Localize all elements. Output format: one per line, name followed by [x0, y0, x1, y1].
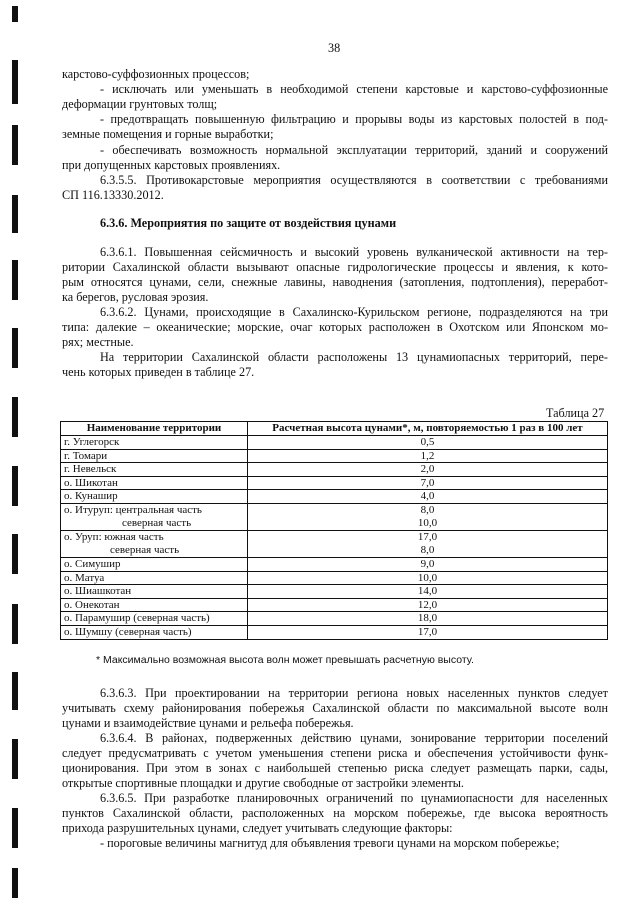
binding-mark	[12, 868, 18, 898]
height-cell: 7,0	[248, 476, 608, 490]
text-line: рях; местные.	[62, 335, 134, 349]
text-line: земные помещения и горные выработки;	[62, 127, 274, 141]
table-header-row	[61, 422, 608, 436]
table-caption: Таблица 27	[546, 406, 605, 420]
table-row	[61, 625, 608, 639]
binding-mark	[12, 739, 18, 779]
table-row	[61, 585, 608, 599]
text-line: На территории Сахалинской области расположены 13 цунамиопасных территорий, пере-	[100, 350, 608, 364]
territory-subline: северная часть	[122, 516, 192, 529]
height-cell: 17,0	[248, 625, 608, 639]
page-number: 38	[328, 41, 341, 55]
text-line: - исключать или уменьшать в необходимой степени карстовые и карстово-суффозионные	[100, 82, 608, 96]
text-line: - обеспечивать возможность нормальной эксплуатации территорий, зданий и сооружений	[100, 143, 608, 157]
territory-subline: северная часть	[110, 543, 180, 556]
territory-cell: о. Кунашир	[61, 490, 248, 504]
text-line: ка берегов, русловая эрозия.	[62, 290, 209, 304]
height-value: 17,0	[417, 530, 438, 543]
text-line: - пороговые величины магнитуд для объявления тревоги цунами на морском побережье;	[100, 836, 560, 850]
section-heading: 6.3.6. Мероприятия по защите от воздействия цунами	[100, 216, 397, 230]
binding-mark	[12, 125, 18, 165]
table-row	[61, 598, 608, 612]
binding-mark	[12, 808, 18, 848]
territory-cell: о. Парамушир (северная часть)	[61, 612, 248, 626]
height-cell: 9,0	[248, 557, 608, 571]
binding-mark	[12, 195, 18, 233]
text-line: цунами и взаимодействие цунами и рельефа побережья.	[62, 716, 354, 730]
territory-cell: о. Матуа	[61, 571, 248, 585]
binding-mark	[12, 604, 18, 644]
height-cell	[248, 503, 608, 530]
tsunami-table	[60, 421, 608, 640]
text-line: карстово-суффозионных процессов;	[62, 67, 250, 81]
text-line: СП 116.13330.2012.	[62, 188, 164, 202]
text-line: при допущенных карстовых проявлениях.	[62, 158, 281, 172]
text-line: учитывать схему районирования побережья Сахалинской области по максимальной высоте волн	[62, 701, 608, 715]
height-cell: 18,0	[248, 612, 608, 626]
territory-cell: г. Томари	[61, 449, 248, 463]
text-line: ритории Сахалинской области вызывают опасные гидрологические процессы и явления, к кото-	[62, 260, 608, 274]
table-row	[61, 612, 608, 626]
binding-mark	[12, 672, 18, 710]
text-line: следует предусматривать с учетом уменьшения степени риска и обеспечения устойчивости функ-	[62, 746, 608, 760]
binding-mark	[12, 466, 18, 506]
text-line: 6.3.6.2. Цунами, происходящие в Сахалинско-Курильском регионе, подразделяются на три	[100, 305, 608, 319]
text-line: 6.3.6.3. При проектировании на территории региона новых населенных пунктов следует	[100, 686, 608, 700]
height-cell	[248, 530, 608, 557]
table-row	[61, 436, 608, 450]
text-line: прихода разрушительных цунами, следует учитывать следующие факторы:	[62, 821, 453, 835]
text-line: ционирования. При этом в зонах с наибольшей степенью риска следует размещать парки, сады,	[62, 761, 608, 775]
table-row	[61, 503, 608, 530]
text-line: типа: далекие – океанические; морские, очаг которых расположен в Охотском или Японском мо-	[62, 320, 608, 334]
territory-cell: г. Углегорск	[61, 436, 248, 450]
binding-mark	[12, 60, 18, 104]
height-value: 10,0	[417, 516, 438, 529]
text-line: 6.3.5.5. Противокарстовые мероприятия осуществляются в соответствии с требованиями	[100, 173, 608, 187]
territory-cell: о. Шумшу (северная часть)	[61, 625, 248, 639]
binding-mark	[12, 328, 18, 368]
text-line: пунктов Сахалинской области, расположенных на морском побережье, где высока вероятность	[62, 806, 608, 820]
height-cell: 14,0	[248, 585, 608, 599]
text-line: 6.3.6.4. В районах, подверженных действию цунами, зонирование территории поселений	[100, 731, 608, 745]
territory-cell	[61, 530, 248, 557]
binding-mark	[12, 6, 18, 22]
territory-line: о. Уруп: южная часть	[64, 530, 164, 543]
height-value: 8,0	[420, 503, 435, 516]
table-footnote: * Максимально возможная высота волн может превышать расчетную высоту.	[96, 654, 474, 666]
table-row	[61, 449, 608, 463]
territory-cell: о. Онекотан	[61, 598, 248, 612]
text-line: - предотвращать повышенную фильтрацию и прорывы воды из карстовых полостей в под-	[100, 112, 608, 126]
text-line: открытые спортивные площадки и другие свободные от застройки элементы.	[62, 776, 464, 790]
height-value: 8,0	[420, 543, 435, 556]
table-row	[61, 490, 608, 504]
table-row	[61, 530, 608, 557]
table-row	[61, 463, 608, 477]
text-line: чень которых приведен в таблице 27.	[62, 365, 255, 379]
table-row	[61, 571, 608, 585]
text-line: деформации грунтовых толщ;	[62, 97, 218, 111]
binding-mark	[12, 260, 18, 300]
height-cell: 1,2	[248, 449, 608, 463]
binding-mark	[12, 397, 18, 437]
territory-cell: о. Шикотан	[61, 476, 248, 490]
territory-line: о. Итуруп: центральная часть	[64, 503, 202, 516]
text-line: рым относятся цунами, сели, снежные лавины, наводнения (затопления, подтопления), переработ-	[62, 275, 608, 289]
height-cell: 0,5	[248, 436, 608, 450]
column-header: Расчетная высота цунами*, м, повторяемостью 1 раз в 100 лет	[248, 422, 608, 436]
text-line: 6.3.6.5. При разработке планировочных ограничений по цунамиопасности для населенных	[100, 791, 608, 805]
height-cell: 2,0	[248, 463, 608, 477]
text-line: 6.3.6.1. Повышенная сейсмичность и высокий уровень вулканической активности на тер-	[100, 245, 608, 259]
column-header: Наименование территории	[61, 422, 248, 436]
height-cell: 10,0	[248, 571, 608, 585]
binding-mark	[12, 534, 18, 574]
territory-cell: о. Шиашкотан	[61, 585, 248, 599]
territory-cell: о. Симушир	[61, 557, 248, 571]
territory-cell	[61, 503, 248, 530]
territory-cell: г. Невельск	[61, 463, 248, 477]
height-cell: 12,0	[248, 598, 608, 612]
table-row	[61, 476, 608, 490]
height-cell: 4,0	[248, 490, 608, 504]
table-row	[61, 557, 608, 571]
